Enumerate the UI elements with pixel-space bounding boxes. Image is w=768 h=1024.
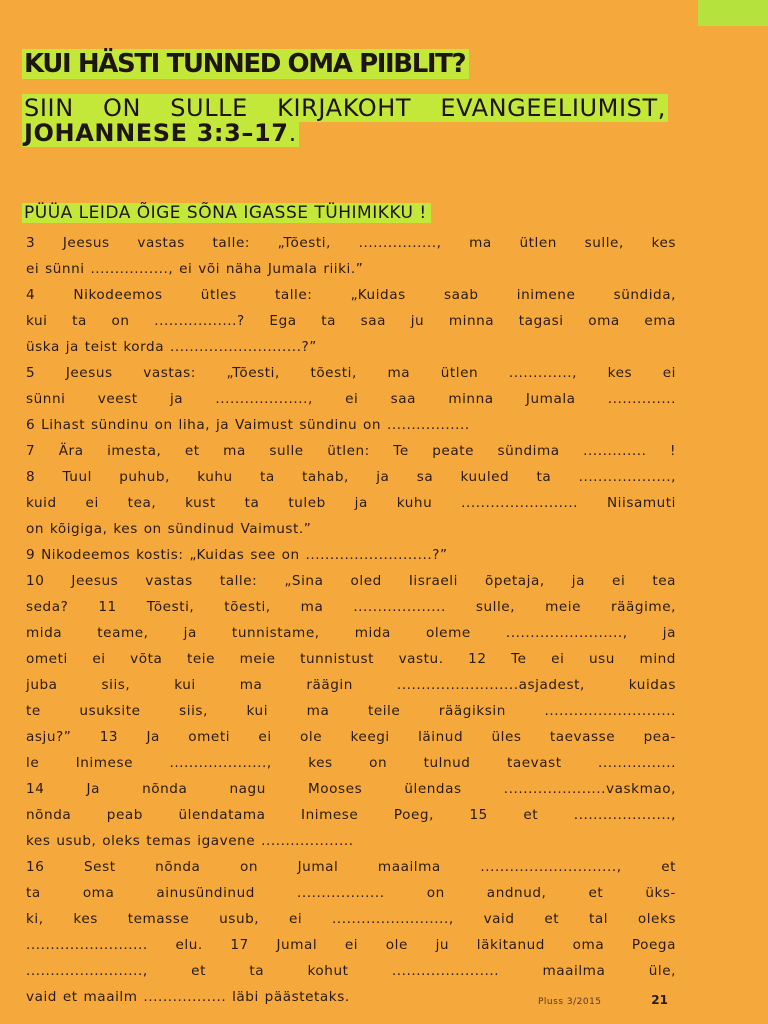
- passage-line: 3 Jeesus vastas talle: „Tõesti, ................, ma ütlen sulle, kes: [26, 235, 676, 251]
- page-title-text: KUI HÄSTI TUNNED OMA PIIBLIT?: [22, 49, 469, 79]
- passage-line: 8 Tuul puhub, kuhu ta tahab, ja sa kuuled ta ...................,: [26, 469, 676, 485]
- passage-line: ta oma ainusündinud .................. on andnud, et üks-: [26, 885, 676, 901]
- intro-text: SIIN ON SULLE KIRJAKOHT EVANGEELIUMIST,: [24, 94, 666, 122]
- publication-name: Pluss 3/2015: [538, 997, 602, 1007]
- instruction-heading: [22, 202, 431, 224]
- passage-line: 4 Nikodeemos ütles talle: „Kuidas saab inimene sündida,: [26, 287, 676, 303]
- passage-line: kuid ei tea, kust ta tuleb ja kuhu ........................ Niisamuti: [26, 495, 676, 511]
- passage-line: vaid et maailm ................. läbi päästetaks.: [26, 989, 350, 1005]
- scripture-passage: [26, 230, 676, 1010]
- passage-line: 5 Jeesus vastas: „Tõesti, tõesti, ma ütlen ............., kes ei: [26, 365, 676, 381]
- passage-line: le Inimese ...................., kes on tulnud taevast ................: [26, 755, 676, 771]
- passage-line: mida teame, ja tunnistame, mida oleme ........................, ja: [26, 625, 676, 641]
- passage-line: 7 Ära imesta, et ma sulle ütlen: Te peate sündima ............. !: [26, 443, 676, 459]
- corner-color-tab: [698, 0, 768, 26]
- passage-line: on kõigiga, kes on sündinud Vaimust.”: [26, 521, 312, 537]
- passage-line: juba siis, kui ma räägin .........................asjadest, kuidas: [26, 677, 676, 693]
- passage-line: ........................, et ta kohut ...................... maailma üle,: [26, 963, 676, 979]
- passage-line: asju?” 13 Ja ometi ei ole keegi läinud üles taevasse pea-: [26, 729, 676, 745]
- passage-line: te usuksite siis, kui ma teile räägiksin ...........................: [26, 703, 676, 719]
- page-footer: [538, 993, 668, 1007]
- intro-heading: [22, 96, 670, 146]
- passage-line: kui ta on .................? Ega ta saa ju minna tagasi oma ema: [26, 313, 676, 329]
- passage-line: 6 Lihast sündinu on liha, ja Vaimust sündinu on .................: [26, 417, 470, 433]
- passage-line: 14 Ja nõnda nagu Mooses ülendas .....................vaskmao,: [26, 781, 676, 797]
- intro-end: .: [288, 119, 297, 147]
- passage-line: kes usub, oleks temas igavene ...................: [26, 833, 354, 849]
- scripture-reference: JOHANNESE 3:3–17: [24, 119, 289, 147]
- instruction-text: PÜÜA LEIDA ÕIGE SÕNA IGASSE TÜHIMIKKU !: [22, 203, 431, 223]
- passage-line: ei sünni ................, ei või näha Jumala riiki.”: [26, 261, 364, 277]
- passage-line: 10 Jeesus vastas talle: „Sina oled Iisraeli õpetaja, ja ei tea: [26, 573, 676, 589]
- passage-line: ......................... elu. 17 Jumal ei ole ju läkitanud oma Poega: [26, 937, 676, 953]
- page-title: [22, 42, 469, 80]
- passage-line: 9 Nikodeemos kostis: „Kuidas see on ..........................?”: [26, 547, 448, 563]
- passage-line: üska ja teist korda ...........................?”: [26, 339, 317, 355]
- intro-highlight: [22, 94, 668, 147]
- page-number: 21: [651, 993, 668, 1007]
- passage-line: sünni veest ja ..................., ei saa minna Jumala ..............: [26, 391, 676, 407]
- passage-line: seda? 11 Tõesti, tõesti, ma ................... sulle, meie räägime,: [26, 599, 676, 615]
- passage-line: nõnda peab ülendatama Inimese Poeg, 15 et ....................,: [26, 807, 676, 823]
- passage-line: ometi ei võta teie meie tunnistust vastu. 12 Te ei usu mind: [26, 651, 676, 667]
- passage-line: ki, kes temasse usub, ei ........................, vaid et tal oleks: [26, 911, 676, 927]
- passage-line: 16 Sest nõnda on Jumal maailma ............................, et: [26, 859, 676, 875]
